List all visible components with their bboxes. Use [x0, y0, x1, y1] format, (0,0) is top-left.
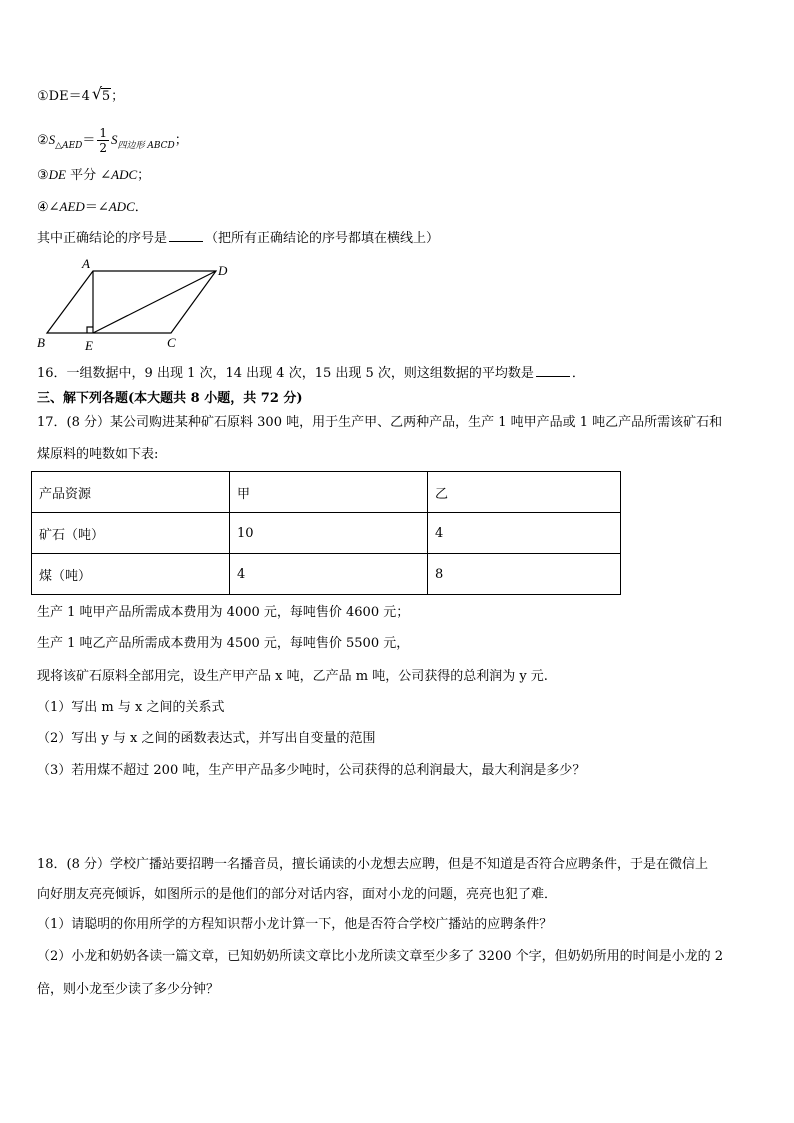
answer-blank: [536, 364, 570, 377]
label-a: A: [82, 258, 90, 271]
question-17-line-2: 煤原料的吨数如下表:: [37, 447, 159, 462]
table-header-row: [32, 472, 621, 513]
table-cell: 甲: [230, 472, 428, 513]
question-17-sub-3: （3）若用煤不超过 200 吨，生产甲产品多少吨时，公司获得的总利润最大，最大利润是多少？: [37, 763, 586, 778]
table-cell: 4: [230, 554, 428, 595]
question-16: 16．一组数据中，9 出现 1 次，14 出现 4 次，15 出现 5 次，则这组数据的平均数是 ．: [37, 366, 585, 381]
table-cell: 矿石（吨）: [32, 513, 230, 554]
question-18-line-1: 18．(8 分）学校广播站要招聘一名播音员，擅长诵读的小龙想去应聘，但是不知道是否符合应聘条件，于是在微信上: [37, 857, 709, 872]
question-18-sub-1: （1）请聪明的你用所学的方程知识帮小龙计算一下，他是否符合学校广播站的应聘条件？: [37, 917, 553, 932]
question-18-sub-2a: （2）小龙和奶奶各读一篇文章，已知奶奶所读文章比小龙所读文章至少多了 3200 个字，但奶奶所用的时间是小龙的 2: [37, 949, 724, 964]
table-cell: 4: [428, 513, 621, 554]
statement-3: ③DE 平分 ∠ADC；: [37, 167, 151, 183]
table-cell: 产品资源: [32, 472, 230, 513]
table-cell: 乙: [428, 472, 621, 513]
label-d: D: [218, 263, 228, 278]
right-angle-mark: [87, 327, 93, 333]
question-18-sub-2b: 倍，则小龙至少读了多少分钟？: [37, 982, 220, 997]
fraction: $\frac{1}{2}$: [99, 126, 108, 155]
table-row: [32, 513, 621, 554]
sqrt-symbol: √ 5: [91, 84, 111, 104]
answer-blank: [169, 229, 203, 242]
question-17-sub-1: （1）写出 m 与 x 之间的关系式: [37, 700, 225, 715]
question-18-line-2: 向好朋友亮亮倾诉，如图所示的是他们的部分对话内容，面对小龙的问题，亮亮也犯了难．: [37, 887, 558, 902]
question-15-prompt: 其中正确结论的序号是 （把所有正确结论的序号都填在横线上）: [37, 231, 440, 246]
question-17-line-1: 17．(8 分）某公司购进某种矿石原料 300 吨，用于生产甲、乙两种产品，生产 1 吨甲产品或 1 吨乙产品所需该矿石和: [37, 415, 723, 430]
section-heading: 三、解下列各题(本大题共 8 小题，共 72 分): [37, 391, 303, 406]
question-17-line-3: 生产 1 吨甲产品所需成本费用为 4000 元，每吨售价 4600 元；: [37, 605, 410, 620]
label-b: B: [37, 335, 45, 350]
table-row: [32, 554, 621, 595]
statement-1: ①DE＝4 √ 5；: [37, 84, 125, 104]
label-c: C: [167, 335, 176, 350]
parallelogram-abcd: [47, 271, 216, 333]
resource-table: [31, 471, 621, 595]
statement-2: $②S_{\triangle AED}=$ $\frac{1}{2}$ $S_{四边形 ABCD}$；: [37, 126, 188, 155]
table-cell: 8: [428, 554, 621, 595]
statement-4: ④∠AED＝∠ADC．: [37, 199, 148, 215]
parallelogram-figure: [30, 258, 240, 353]
question-17-line-5: 现将该矿石原料全部用完，设生产甲产品 x 吨，乙产品 m 吨，公司获得的总利润为 y 元.: [37, 669, 548, 684]
label-e: E: [85, 338, 93, 353]
table-cell: 煤（吨）: [32, 554, 230, 595]
segment-ed: [93, 271, 216, 333]
question-17-sub-2: （2）写出 y 与 x 之间的函数表达式，并写出自变量的范围: [37, 731, 376, 746]
table-cell: 10: [230, 513, 428, 554]
question-17-line-4: 生产 1 吨乙产品所需成本费用为 4500 元，每吨售价 5500 元，: [37, 636, 410, 651]
